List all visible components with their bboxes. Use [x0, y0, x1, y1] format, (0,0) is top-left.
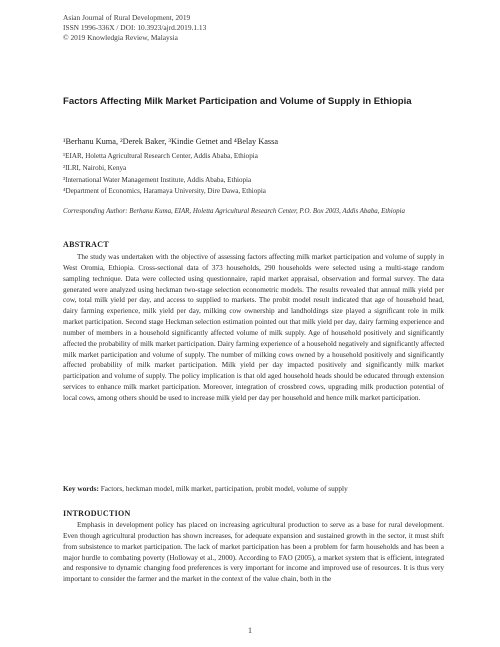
introduction-heading: INTRODUCTION	[63, 509, 131, 518]
author-list: ¹Berhanu Kuma, ²Derek Baker, ³Kindie Getnet and ⁴Belay Kassa	[63, 137, 279, 146]
abstract-text: The study was undertaken with the objective of assessing factors affecting milk market participation and volume of supply in West Oromia, Ethiopia. Cross-sectional data of 373 households, 290 households were selected using a multi-stage random sampling technique. Data were collected using questionnaire, rapid market appraisal, observation and formal survey. The data generated were analyzed using heckman two-stage selection econometric models. The results revealed that annual milk yield per cow, total milk yield per day, and access to supplied to markets. The probit model result indicated that age of household head, dairy farming experience, milk yield per day, milking cow ownership and landholdings size played a significant role in milk market participation. Second stage Heckman selection estimation pointed out that milk yield per day, dairy farming experience and number of members in a household significantly affected volume of milk supply. Age of household positively and significantly affected the probability of milk market participation. Dairy farming experience of a household negatively and significantly affected milk market participation and volume of supply. The number of milking cows owned by a household positively and significantly affected probability of milk market participation. Milk yield per day impacted positively and significantly milk market participation and volume of supply. The policy implication is that old aged household heads should be educated through extension services to enhance milk market participation. Moreover, integration of crossbred cows, upgrading milk production potential of local cows, among others should be used to increase milk yield per day per household and hence milk market participation.	[63, 253, 444, 402]
journal-issn-doi: ISSN 1996-336X / DOI: 10.3923/ajrd.2019.1.13	[63, 22, 207, 32]
paper-title: Factors Affecting Milk Market Participation and Volume of Supply in Ethiopia	[63, 96, 412, 107]
corresponding-author: Corresponding Author: Berhanu Kuma, EIAR, Holetta Agricultural Research Center, P.O. Box 2003, Addis Ababa, Ethiopia	[63, 208, 405, 215]
affiliation-item: ³International Water Management Institute, Addis Ababa, Ethiopia	[63, 175, 252, 184]
journal-name: Asian Journal of Rural Development, 2019	[63, 13, 191, 22]
abstract-heading: ABSTRACT	[63, 240, 109, 249]
journal-copyright: © 2019 Knowledgia Review, Malaysia	[63, 32, 178, 42]
keywords-line	[63, 484, 444, 494]
introduction-text: Emphasis in development policy has placed on increasing agricultural production to serve as a base for rural development. Even though agricultural production has shown increases, for adequate expansion and sustained growth in the sector, it must shift from subsistence to market participation. The lack of market participation has been a problem for farm households and has been a major hurdle to combating poverty (Holloway et al., 2000). According to FAO (2005), a market system that is efficient, integrated and responsive to dynamic changing food preferences is very important for income and improved use of resources. It is thus very important to consider the farmer and the market in the context of the value chain, both in the	[63, 521, 444, 584]
affiliation-item: ¹EIAR, Holetta Agricultural Research Center, Addis Ababa, Ethiopia	[63, 152, 258, 160]
affiliation-list	[63, 151, 453, 198]
affiliation-item: ⁴Department of Economics, Haramaya University, Dire Dawa, Ethiopia	[63, 187, 266, 196]
affiliation-item: ²ILRI, Nairobi, Kenya	[63, 163, 127, 172]
keywords-label: Key words:	[63, 484, 99, 493]
page-number: 1	[248, 626, 252, 635]
keywords-text: Factors, heckman model, milk market, participation, probit model, volume of supply	[98, 484, 348, 493]
journal-header	[63, 13, 443, 42]
